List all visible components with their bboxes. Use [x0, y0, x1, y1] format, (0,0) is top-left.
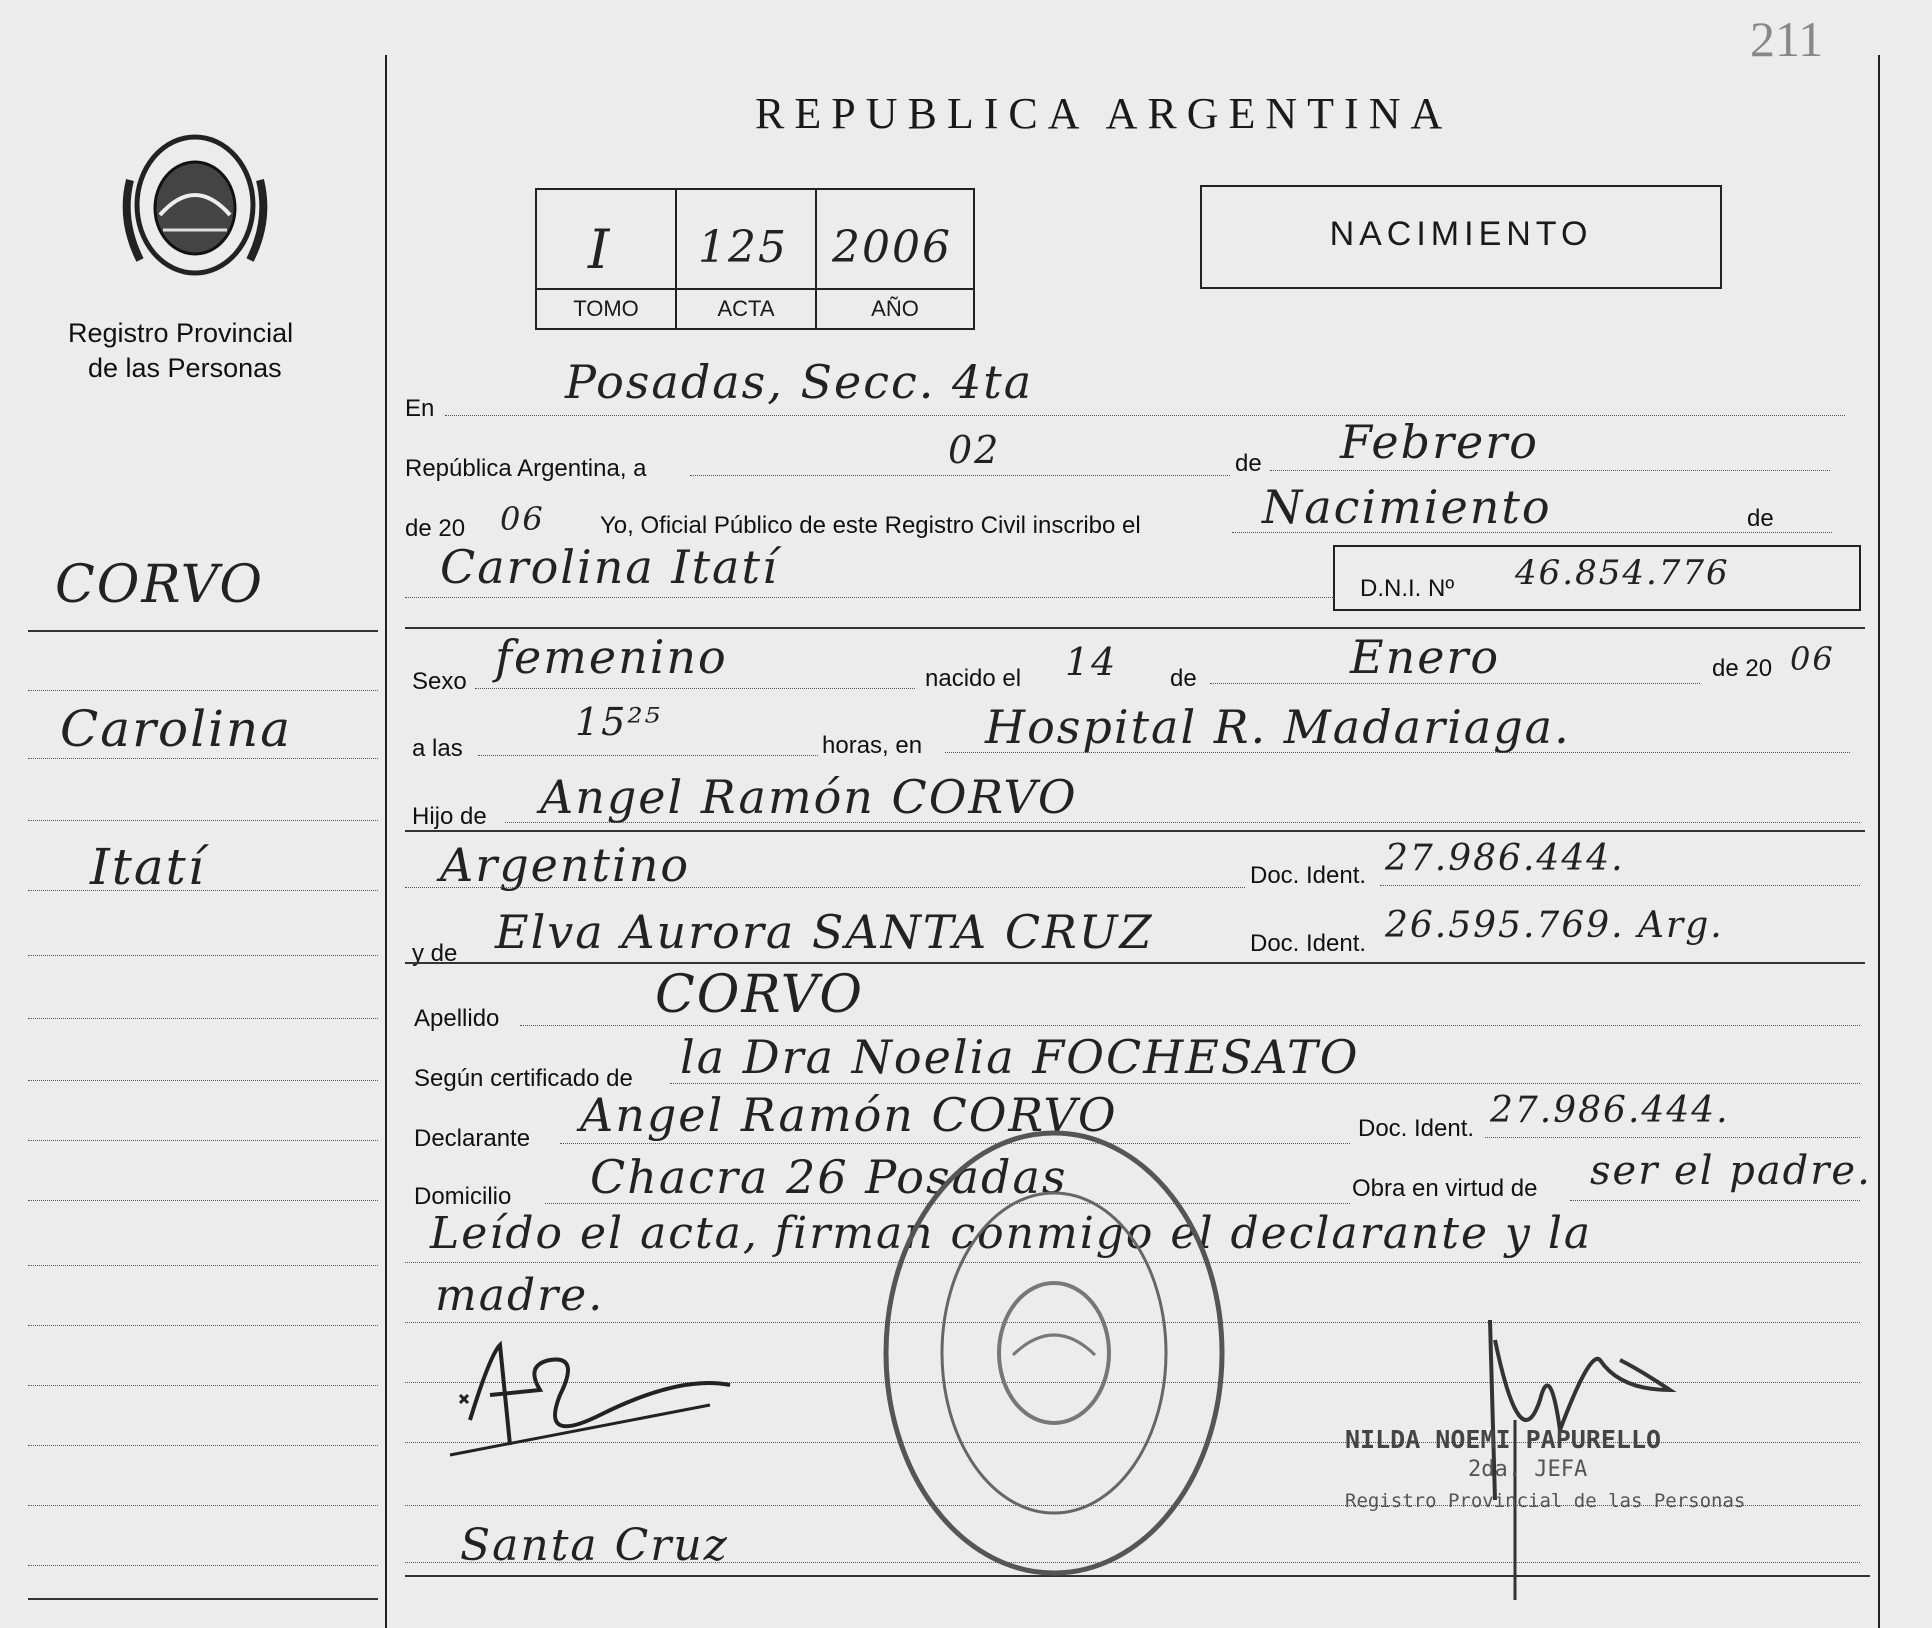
line-apellido [520, 1025, 1860, 1026]
field-doc-declarante: 27.986.444. [1490, 1090, 1730, 1131]
field-mes: Febrero [1340, 415, 1539, 469]
margin-rule [28, 1445, 378, 1446]
field-hora: 15²⁵ [575, 700, 662, 744]
field-texto2: madre. [435, 1270, 605, 1321]
field-nombre: Carolina Itatí [440, 540, 779, 594]
margin-rule [28, 1385, 378, 1386]
field-nacionalidad: Argentino [440, 838, 691, 892]
margin-rule [28, 758, 378, 759]
right-border [1878, 55, 1880, 1628]
tomo-label: TOMO [573, 296, 639, 321]
field-certificado: la Dra Noelia FOCHESATO [680, 1030, 1360, 1084]
line-nombre [405, 597, 1335, 598]
label-apellido: Apellido [414, 1005, 500, 1032]
label-doc1: Doc. Ident. [1250, 862, 1367, 889]
anio-label: AÑO [871, 296, 919, 321]
label-de-mes: de [1235, 450, 1262, 477]
margin-rule [28, 955, 378, 956]
line-separator [405, 830, 1865, 832]
field-declarante: Angel Ramón CORVO [580, 1088, 1118, 1142]
margin-rule [28, 1565, 378, 1566]
label-sexo: Sexo [412, 668, 467, 695]
label-segun: Según certificado de [414, 1065, 633, 1092]
line-obra [1570, 1200, 1860, 1201]
field-padre: Angel Ramón CORVO [540, 770, 1078, 824]
label-doc3: Doc. Ident. [1358, 1115, 1475, 1142]
registry-name-line1: Registro Provincial [68, 318, 294, 348]
field-dni: 46.854.776 [1515, 553, 1730, 593]
left-divider [385, 55, 387, 1628]
label-obra: Obra en virtud de [1352, 1175, 1538, 1202]
province-seal-icon [115, 120, 275, 290]
margin-rule [28, 1080, 378, 1081]
tomo-value: I [588, 218, 612, 281]
line-padre [505, 822, 1860, 823]
registry-name-line2: de las Personas [88, 353, 282, 383]
acta-label: ACTA [717, 296, 775, 321]
country-title: REPUBLICA ARGENTINA [755, 89, 1453, 138]
label-yde: y de [412, 940, 458, 967]
label-hijo: Hijo de [412, 803, 487, 830]
margin-rule [28, 630, 378, 632]
margin-rule [28, 1265, 378, 1266]
line-sexo [475, 688, 915, 689]
line-separator [405, 627, 1865, 629]
acta-value: 125 [698, 222, 788, 273]
margin-rule [28, 1018, 378, 1019]
margin-name1: Carolina [60, 700, 293, 758]
field-apellido: CORVO [655, 965, 864, 1025]
line-nacionalidad [405, 887, 1245, 888]
margin-rule [28, 1325, 378, 1326]
field-lugar: Posadas, Secc. 4ta [565, 355, 1034, 409]
field-anio: 06 [500, 500, 545, 538]
label-de20b: de 20 [1712, 655, 1773, 682]
line-mes-nac [1210, 683, 1700, 684]
margin-surname: CORVO [55, 555, 264, 615]
field-texto1: Leído el acta, firman conmigo el declarante y la [430, 1208, 1593, 1259]
label-domicilio: Domicilio [414, 1183, 512, 1210]
line-mes [1270, 470, 1830, 471]
field-lugar-nac: Hospital R. Madariaga. [985, 700, 1571, 754]
field-anio-nac: 06 [1790, 640, 1835, 678]
line-separator [405, 962, 1865, 964]
label-horas: horas, en [822, 732, 923, 759]
page-number: 211 [1750, 11, 1824, 67]
field-mes-nac: Enero [1350, 630, 1501, 684]
label-yo: Yo, Oficial Público de este Registro Civil inscribo el [600, 512, 1141, 539]
margin-rule [28, 1505, 378, 1506]
declarant-signature-icon [430, 1335, 760, 1465]
margin-name2: Itatí [90, 838, 206, 896]
field-domicilio: Chacra 26 Posadas [590, 1150, 1068, 1204]
label-alas: a las [412, 735, 463, 762]
official-office: Registro Provincial de las Personas [1345, 1490, 1746, 1512]
official-name: NILDA NOEMI PAPURELLO [1345, 1425, 1662, 1454]
field-dia: 02 [948, 428, 1001, 472]
margin-rule [28, 890, 378, 891]
line-hora [478, 755, 818, 756]
line-lugar-nac [945, 752, 1850, 753]
margin-rule [28, 1598, 378, 1600]
label-declarante: Declarante [414, 1125, 531, 1152]
margin-rule [28, 820, 378, 821]
record-type: NACIMIENTO [1329, 215, 1593, 253]
line-certificado [670, 1083, 1860, 1084]
anio-value: 2006 [832, 222, 952, 273]
line-en [445, 415, 1845, 416]
box-divider [535, 288, 975, 290]
label-doc2: Doc. Ident. [1250, 930, 1367, 957]
line-republica [690, 475, 1230, 476]
field-doc-madre: 26.595.769. Arg. [1385, 905, 1724, 946]
field-madre: Elva Aurora SANTA CRUZ [495, 905, 1154, 959]
label-nacido: nacido el [925, 665, 1022, 692]
label-de-end: de [1747, 505, 1774, 532]
margin-rule [28, 690, 378, 691]
label-de-mid: de [1170, 665, 1197, 692]
field-dia-nac: 14 [1065, 640, 1118, 684]
mother-signature: Santa Cruz [460, 1520, 729, 1571]
line-doc-declarante [1485, 1137, 1860, 1138]
label-de20: de 20 [405, 515, 466, 542]
label-republica: República Argentina, a [405, 455, 647, 482]
margin-rule [28, 1200, 378, 1201]
field-sexo: femenino [495, 630, 728, 684]
official-stamp-icon [878, 1125, 1230, 1580]
field-doc-padre: 27.986.444. [1385, 838, 1625, 879]
official-role: 2da. JEFA [1468, 1457, 1588, 1482]
label-dni: D.N.I. Nº [1360, 575, 1455, 602]
margin-rule [28, 1140, 378, 1141]
field-acto: Nacimiento [1262, 480, 1552, 534]
line-doc-padre [1380, 885, 1860, 886]
field-obra: ser el padre. [1590, 1148, 1872, 1194]
label-en: En [405, 395, 435, 422]
